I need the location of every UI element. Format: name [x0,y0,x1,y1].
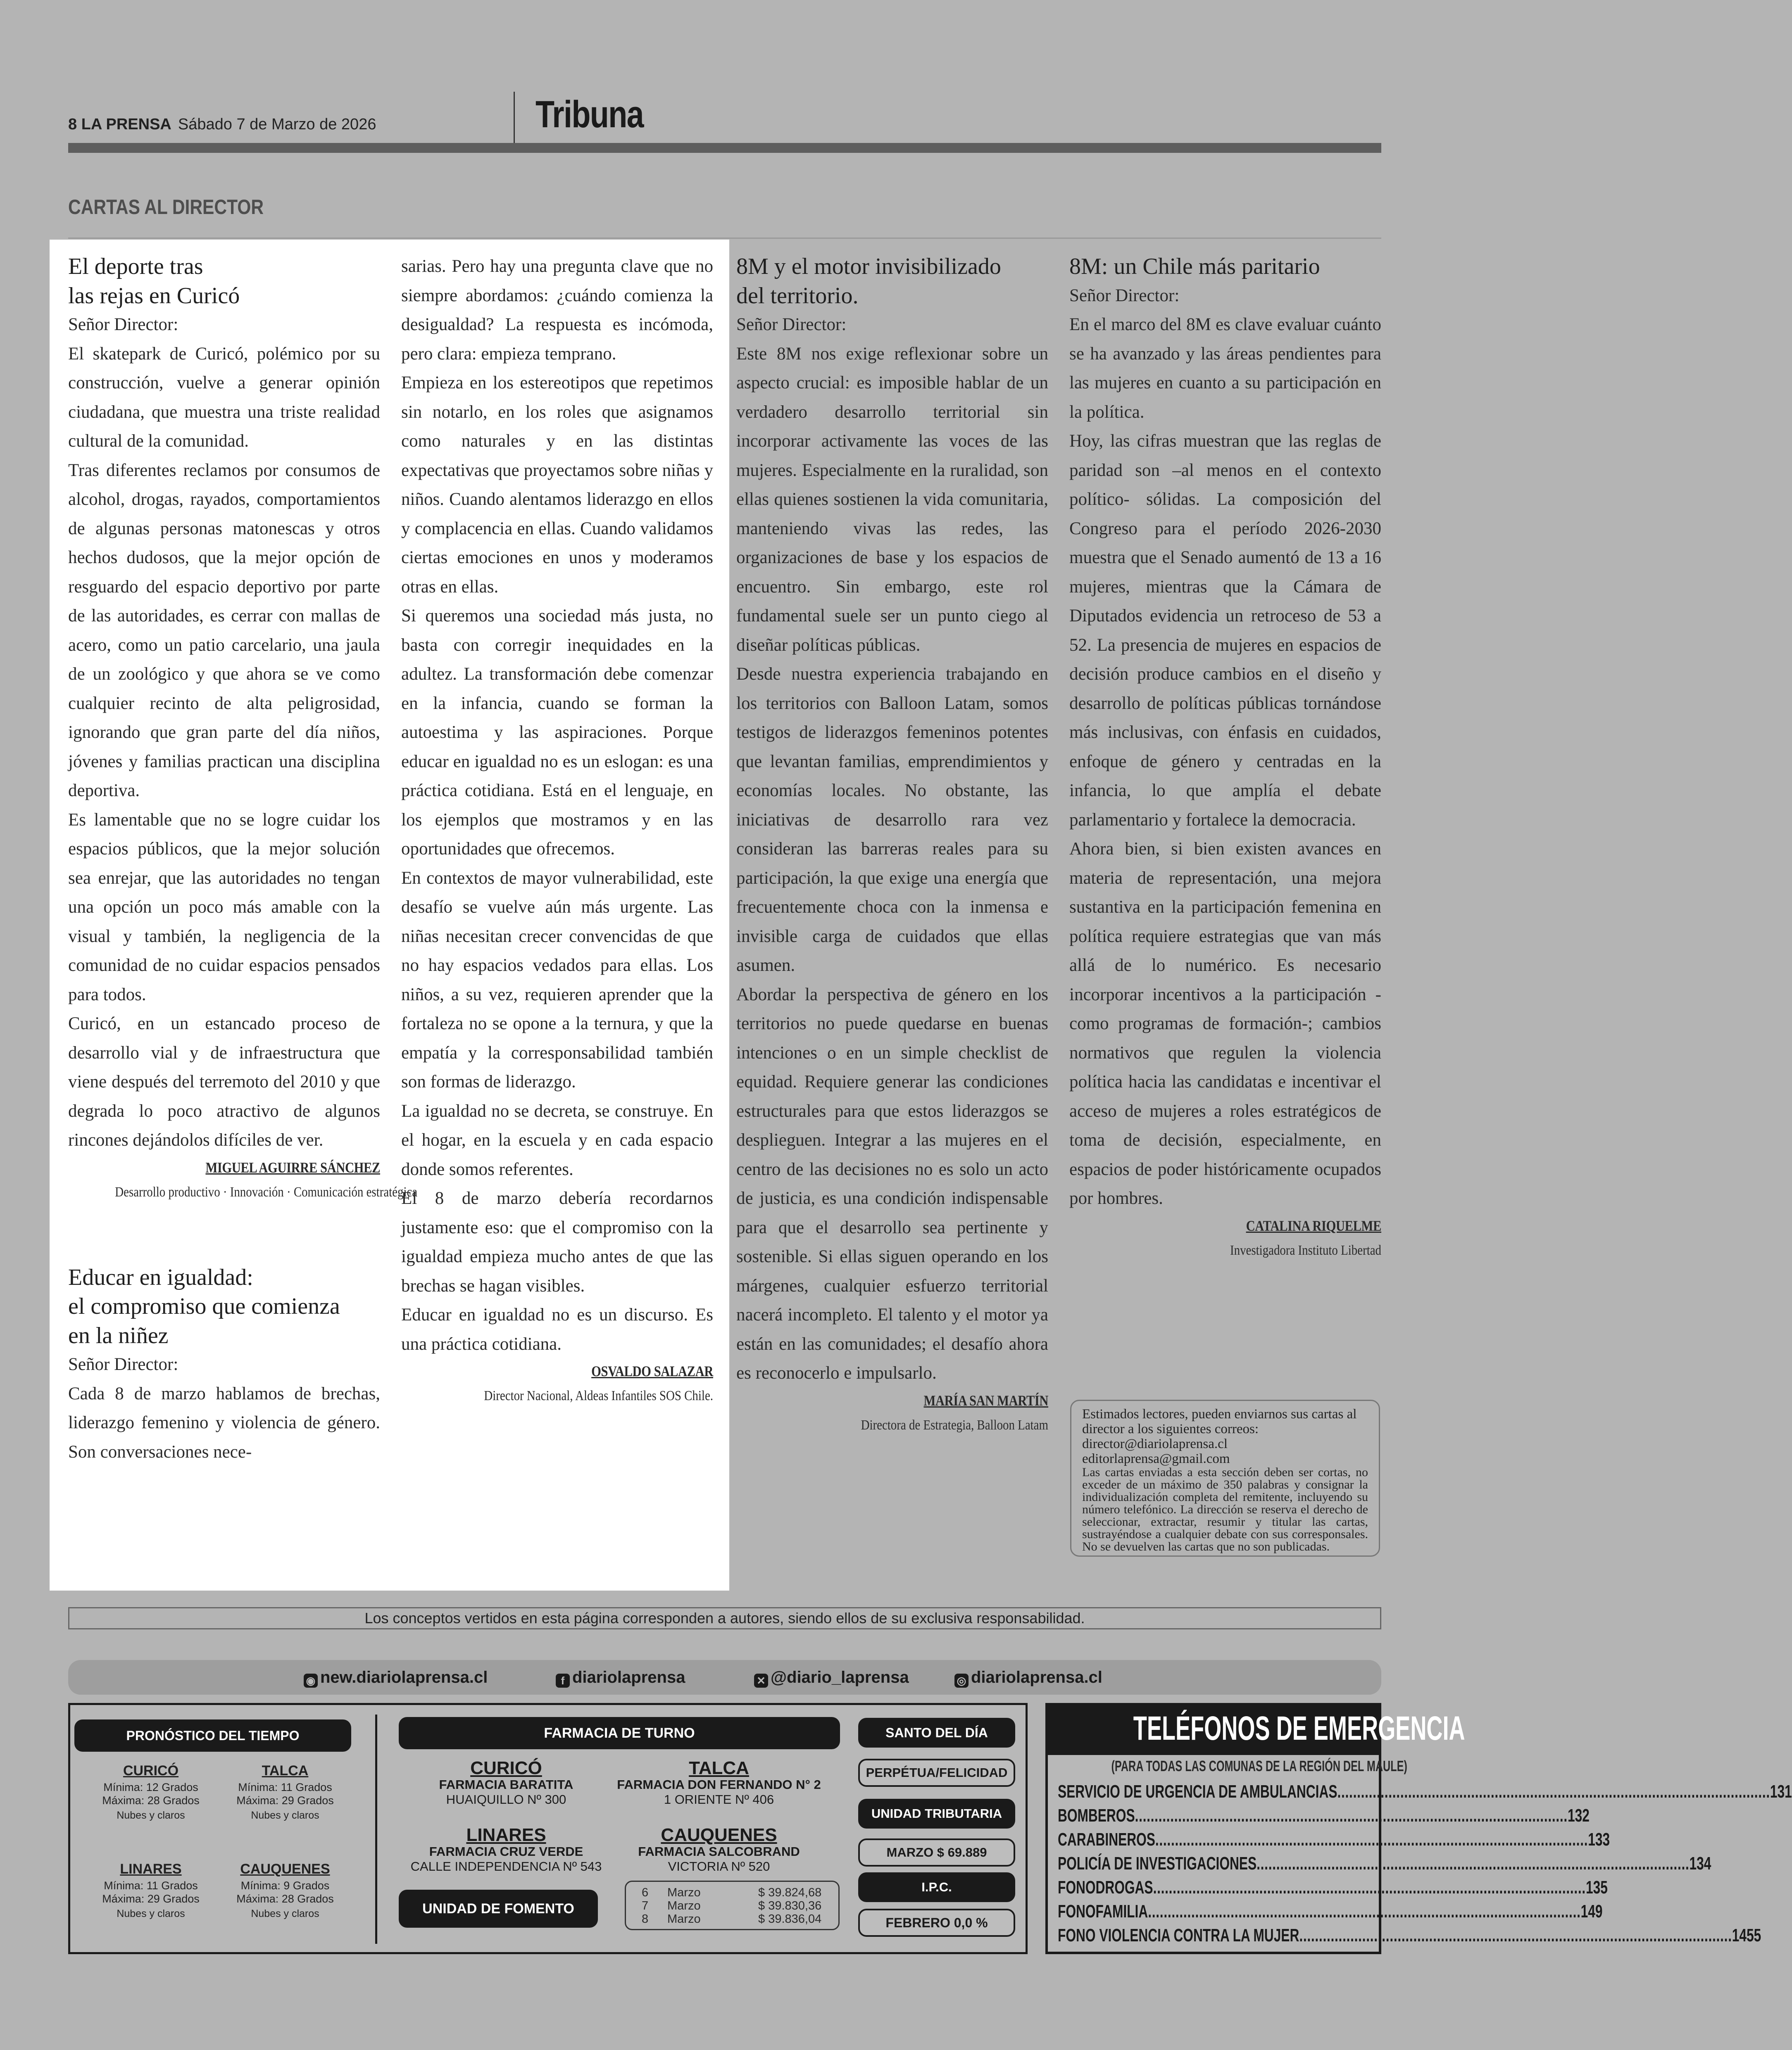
letter-2-signature: OSVALDO SALAZAR [591,1363,713,1379]
emergency-phones [1045,1703,1792,1954]
issue-date: Sábado 7 de Marzo de 2026 [178,116,376,133]
letter-1-salutation: Señor Director: [68,315,178,334]
letter-2-paragraph: Educar en igualdad no es un discurso. Es una práctica cotidiana. [401,1305,713,1354]
pharmacy-entry: CURICÓ FARMACIA BARATITA HUAIQUILLO Nº 300 [439,1758,574,1807]
ipc-label: I.P.C. [858,1872,1015,1902]
letter-1-paragraph: Tras diferentes reclamos por consumos de alcohol, drogas, rayados, comportamientos de algunas personas matonescas y otros hechos dudosos, que la mejor opción de resguardo del espacio deportivo por parte de las autoridades, es cerrar con mallas de acero, como un patio carcelario, una jaula de un zoológico y que ahora se ve como cualquier recinto de alta peligrosidad, ignorando que gran parte del día niños, jóvenes y familias practican una disciplina deportiva. [68,460,380,800]
letter-4-salutation: Señor Director: [1069,285,1180,305]
weather-city: CURICÓ Mínima: 12 Grados Máxima: 28 Grados Nubes y claros [102,1763,200,1821]
website-link[interactable]: ◉ new.diariolaprensa.cl [304,1668,488,1688]
uf-table [625,1881,840,1930]
letter-4-author-role: Investigadora Instituto Libertad [1230,1242,1381,1258]
letter-3-paragraph: Desde nuestra experiencia trabajando en los territorios con Balloon Latam, somos testigos de liderazgos femeninos potentes que levantan familias, emprendimientos y economías locales. No obstante, las iniciativas de desarrollo rara vez consideran las barreras reales para su participación, la que exige una energía que frecuentemente choca con la inmensa e invisible carga de cuidados que ellas asumen. [736,664,1048,975]
letter-3-title-line1: 8M y el motor invisibilizado [736,254,1001,279]
letter-3-paragraph: Este 8M nos exige reflexionar sobre un aspecto crucial: es imposible hablar de un verdadero desarrollo territorial sin incorporar activamente las voces de las mujeres. Especialmente en la ruralidad, son ellas quienes sostienen la vida comunitaria, manteniendo vivas las redes, las organizaciones de base y los espacios de encuentro. Sin embargo, este rol fundamental suele ser un punto ciego al diseñar políticas públicas. [736,344,1048,655]
globe-icon: ◉ [304,1674,318,1688]
letter-2-title-line1: Educar en igualdad: [68,1264,253,1290]
letter-4-title: 8M: un Chile más paritario [1069,254,1320,279]
emergency-item: POLICÍA DE INVESTIGACIONES .............................................................................................................. 134 [1058,1853,1711,1874]
letter-4-signature: CATALINA RIQUELME [1246,1217,1381,1234]
email-link[interactable]: editorlaprensa@gmail.com [1082,1451,1230,1466]
header-rule [68,143,1381,153]
santo-label: SANTO DEL DÍA [858,1718,1015,1748]
emergency-item: FONOFAMILIA .............................................................................................................. 149 [1058,1901,1603,1922]
weather-city: CAUQUENES Mínima: 9 Grados Máxima: 28 Grados Nubes y claros [236,1861,334,1919]
disclaimer: Los conceptos vertidos en esta página corresponden a autores, siendo ellos de su exclusiva responsabilidad. [68,1607,1381,1629]
letter-3-paragraph: Abordar la perspectiva de género en los territorios no puede quedarse en buenas intenciones o en un simple checklist de equidad. Requiere generar las condiciones estructurales para que estos liderazgos se desplieguen. Integrar a las mujeres en el centro de las decisiones no es solo un acto de justicia, es una condición indispensable para que el desarrollo sea pertinente y sostenible. Si ellas siguen operando en los márgenes, cualquier esfuerzo territorial nacerá incompleto. El talento y el motor ya están en las comunidades; el desafío ahora es reconocerlo e impulsarlo. [736,985,1048,1383]
emergency-item: SERVICIO DE URGENCIA DE AMBULANCIAS .............................................................................................................. 131 [1058,1781,1792,1802]
pharmacy-entry: TALCA FARMACIA DON FERNANDO N° 2 1 ORIENTE Nº 406 [617,1758,821,1807]
letter-2-paragraph: sarias. Pero hay una pregunta clave que no siempre abordamos: ¿cuándo comienza la desigualdad? La respuesta es incómoda, pero clara: empieza temprano. [401,257,713,364]
emergency-item: CARABINEROS .............................................................................................................. 133 [1058,1829,1610,1850]
facebook-icon: f [556,1674,570,1688]
subsection-rule [68,238,1381,239]
letter-3-author-role: Directora de Estrategia, Balloon Latam [861,1417,1048,1433]
ipc-value: FEBRERO 0,0 % [858,1909,1015,1937]
letter-1-paragraph: El skatepark de Curicó, polémico por su construcción, vuelve a generar opinión ciudadana, que muestra una triste realidad cultural de la comunidad. [68,344,380,451]
column-3 [736,252,1048,1438]
emergency-item: FONO VIOLENCIA CONTRA LA MUJER .............................................................................................................. 1455 [1058,1925,1761,1945]
letter-2-paragraph: Empieza en los estereotipos que repetimos sin notarlo, en los roles que asignamos como naturales y en las distintas expectativas que proyectamos sobre niñas y niños. Cuando alentamos liderazgo en ellos y complacencia en ellas. Cuando validamos ciertas emociones en unos y moderamos otras en ellas. [401,373,713,597]
x-link[interactable]: ✕ @diario_laprensa [754,1668,909,1688]
panel-divider [375,1715,377,1944]
header-divider [514,92,515,143]
pharmacy-entry: CAUQUENES FARMACIA SALCOBRAND VICTORIA Nº 520 [638,1825,800,1874]
letter-2-paragraph: En contextos de mayor vulnerabilidad, este desafío se vuelve aún más urgente. Las niñas necesitan crecer convencidas de que no hay espacios vedados para ellas. Los niños, a su vez, requieren aprender que la fortaleza no se opone a la ternura, y que la empatía y la corresponsabilidad también son formas de liderazgo. [401,868,713,1092]
pharmacy-title: FARMACIA DE TURNO [399,1717,840,1749]
info-note: Las cartas enviadas a esta sección deben ser cortas, no exceder de un máximo de 350 palabras y consignar la individualización completa del remitente, incluyendo su número telefónico. La dirección se reserva el derecho de seleccionar, extractar, resumir y titular las cartas, sustrayéndose a cualquier debate con sus corresponsales. No se devuelven las cartas que no son publicadas. [1082,1465,1368,1553]
section-title: Tribuna [535,93,643,136]
social-bar [68,1660,1381,1695]
letter-3-title-line2: del territorio. [736,283,859,309]
email-link[interactable]: director@diariolaprensa.cl [1082,1436,1228,1451]
weather-title: PRONÓSTICO DEL TIEMPO [74,1719,351,1752]
weather-city: TALCA Mínima: 11 Grados Máxima: 29 Grados Nubes y claros [236,1763,334,1821]
emergency-subtitle: (PARA TODAS LAS COMUNAS DE LA REGIÓN DEL MAULE) [1111,1757,1407,1774]
letter-1-title-line2: las rejas en Curicó [68,283,240,309]
uf-row: 8 Marzo $ 39.836,04 [642,1912,822,1926]
letter-3-signature: MARÍA SAN MARTÍN [923,1392,1048,1409]
facebook-link[interactable]: f diariolaprensa [556,1668,685,1688]
emergency-title: TELÉFONOS DE EMERGENCIA [1048,1705,1379,1755]
column-4 [1069,252,1381,1263]
paper-name: LA PRENSA [81,116,171,133]
letter-2-paragraph: La igualdad no se decreta, se construye. En el hogar, en la escuela y en cada espacio donde somos referentes. [401,1101,713,1179]
letter-3-salutation: Señor Director: [736,315,847,334]
letter-2-paragraph: Si queremos una sociedad más justa, no basta con corregir inequidades en la adultez. La transformación debe comenzar en la infancia, cuando se forman la autoestima y las aspiraciones. Porque educar en igualdad no es un eslogan: es una práctica cotidiana. Está en el lenguaje, en los ejemplos que mostramos y en las oportunidades que ofrecemos. [401,606,713,859]
instagram-icon: ◎ [954,1674,969,1688]
fomento-label: UNIDAD DE FOMENTO [399,1890,598,1928]
uf-row: 6 Marzo $ 39.824,68 [642,1886,822,1899]
letters-info-box [1070,1400,1380,1557]
pharmacy-entry: LINARES FARMACIA CRUZ VERDE CALLE INDEPENDENCIA Nº 543 [410,1825,602,1874]
letter-2-title-line2: el compromiso que comienza [68,1294,340,1319]
subsection-title: CARTAS AL DIRECTOR [68,195,264,219]
ut-value: MARZO $ 69.889 [858,1838,1015,1867]
letter-2-salutation: Señor Director: [68,1355,178,1374]
x-icon: ✕ [754,1674,768,1688]
emergency-item: BOMBEROS .............................................................................................................. 132 [1058,1805,1590,1826]
letter-1-title-line1: El deporte tras [68,254,203,279]
emergency-item: FONODROGAS .............................................................................................................. 135 [1058,1877,1608,1898]
letter-1-author-role: Desarrollo productivo · Innovación · Comunicación estratégica [115,1184,418,1200]
weather-city: LINARES Mínima: 11 Grados Máxima: 29 Grados Nubes y claros [102,1861,200,1919]
letter-1-paragraph: Es lamentable que no se logre cuidar los espacios públicos, que la mejor solución sea enrejar, que las autoridades no tengan una opción un poco más amable con la visual y también, la negligencia de la comunidad de no cuidar espacios pensados para todos. [68,810,380,1004]
column-2 [401,252,713,1408]
info-lead: Estimados lectores, pueden enviarnos sus cartas al director a los siguientes correos: [1082,1407,1357,1436]
instagram-link[interactable]: ◎ diariolaprensa.cl [954,1668,1102,1688]
letter-1-signature: MIGUEL AGUIRRE SÁNCHEZ [205,1159,380,1176]
column-1 [68,252,418,1467]
letter-4-paragraph: Hoy, las cifras muestran que las reglas de paridad son –al menos en el contexto político- sólidas. La composición del Congreso para el período 2026-2030 muestra que el Senado aumentó de 13 a 16 mujeres, mientras que la Cámara de Diputados evidencia un retroceso de 53 a 52. La presencia de mujeres en espacios de decisión produce cambios en el diseño y desarrollo de políticas públicas tornándose más inclusivas, con énfasis en cuidados, enfoque de género y centradas en la infancia, lo que amplía el debate parlamentario y fortalece la democracia. [1069,431,1381,830]
letter-1-paragraph: Curicó, en un estancado proceso de desarrollo vial y de infraestructura que viene después del terremoto del 2010 y que degrada lo poco atractivo de algunos rincones dejándolos difíciles de ver. [68,1014,380,1150]
letter-2-paragraph: El 8 de marzo debería recordarnos justamente eso: que el compromiso con la igualdad empieza mucho antes de que las brechas se hagan visibles. [401,1189,713,1296]
santo-value: PERPÉTUA/FELICIDAD [858,1759,1015,1787]
page-number: 8 [68,116,77,133]
letter-2-paragraph: Cada 8 de marzo hablamos de brechas, liderazgo femenino y violencia de género. Son conversaciones nece- [68,1384,380,1462]
letter-4-paragraph: En el marco del 8M es clave evaluar cuánto se ha avanzado y las áreas pendientes para las mujeres en cuanto a su participación en la política. [1069,315,1381,422]
uf-row: 7 Marzo $ 39.830,36 [642,1899,822,1912]
letter-4-paragraph: Ahora bien, si bien existen avances en materia de representación, una mejora sustantiva en la participación femenina en política requiere estrategias que van más allá de lo numérico. Es necesario incorporar incentivos a la participación -como programas de formación-; cambios normativos que regulen la violencia política hacia las candidatas e incentivar el acceso de mujeres a roles estratégicos de toma de decisión, especialmente, en espacios de poder históricamente ocupados por hombres. [1069,839,1381,1208]
letter-2-author-role: Director Nacional, Aldeas Infantiles SOS Chile. [484,1388,713,1403]
page-header-left [68,116,376,133]
letter-2-title-line3: en la niñez [68,1322,169,1348]
ut-label: UNIDAD TRIBUTARIA [858,1799,1015,1829]
